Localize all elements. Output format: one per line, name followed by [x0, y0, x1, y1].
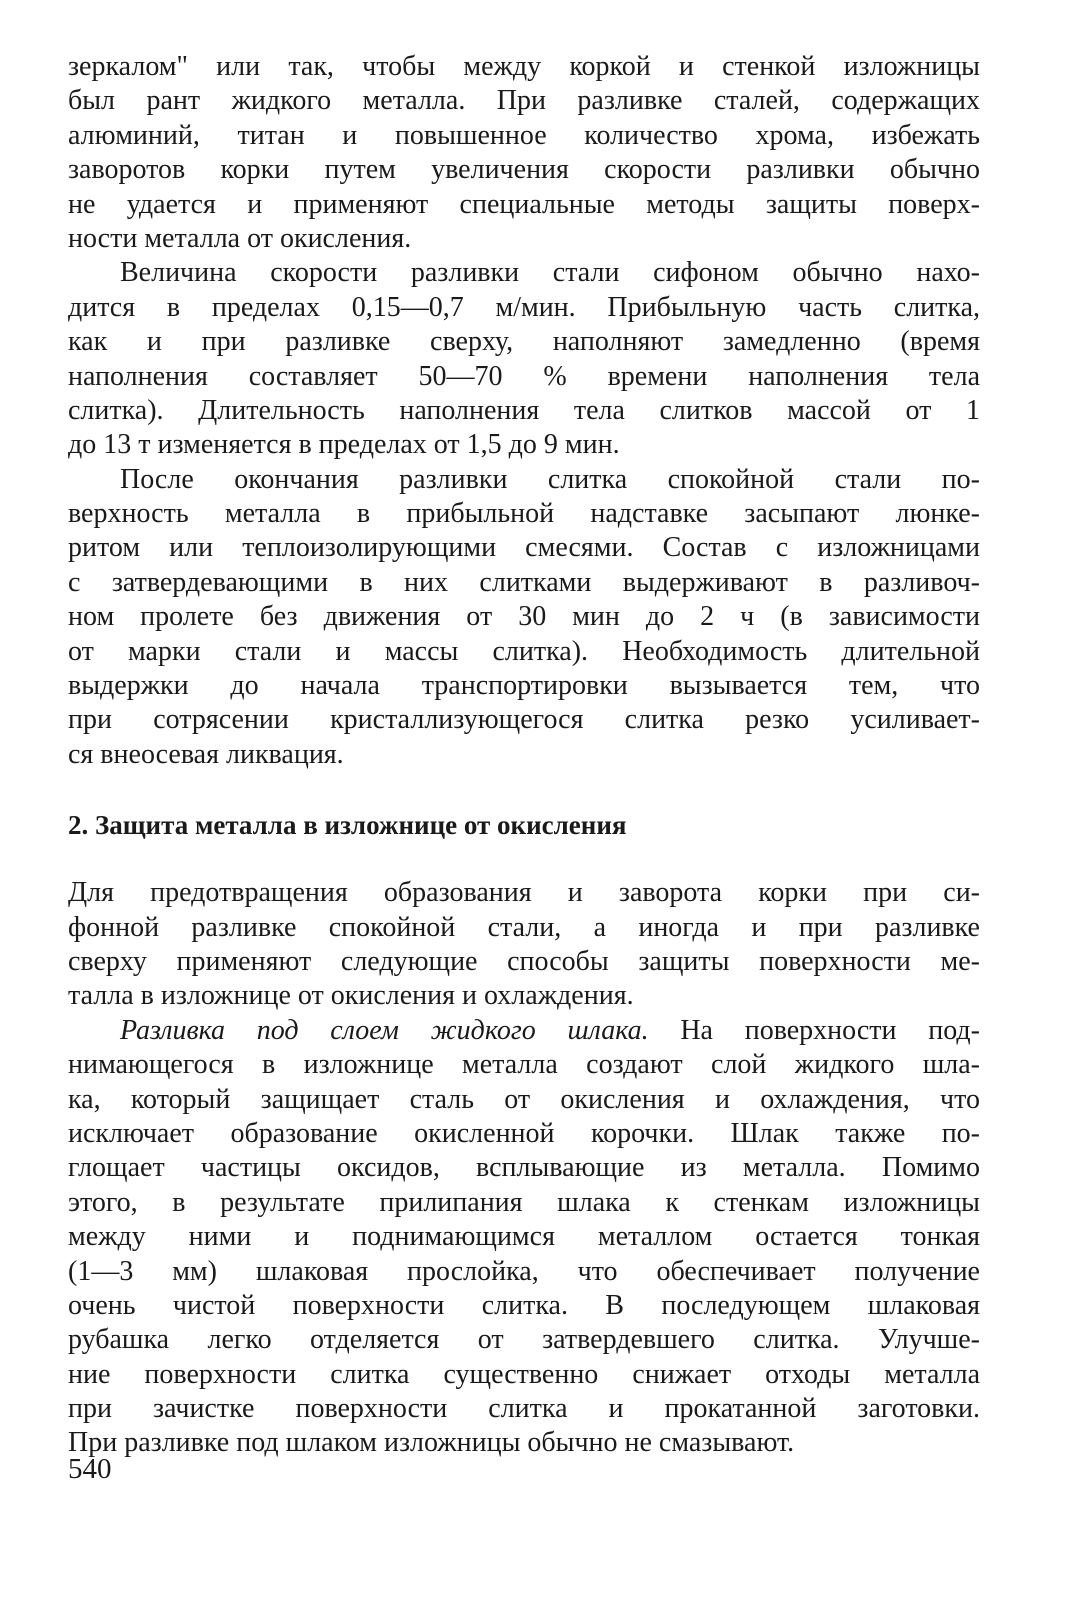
text-line: был рант жидкого металла. При разливке сталей, содержащих: [68, 85, 980, 117]
text-line: ности металла от окисления.: [68, 222, 412, 254]
text-line: при сотрясении кристаллизующегося слитка резко усиливает-: [68, 704, 980, 736]
text-line: как и при разливке сверху, наполняют замедленно (время: [68, 326, 980, 358]
paragraph-after-casting: [68, 463, 980, 773]
section-heading: 2. Защита металла в изложнице от окисления: [68, 810, 627, 841]
text-line: очень чистой поверхности слитка. В последующем шлаковая: [68, 1289, 980, 1321]
text-line: ние поверхности слитка существенно снижает отходы металла: [68, 1358, 980, 1390]
text-run: На поверхности под-: [648, 1014, 980, 1046]
text-line: слитка). Длительность наполнения тела слитков массой от 1: [68, 394, 980, 426]
text-line: исключает образование окисленной корочки. Шлак также по-: [68, 1117, 980, 1149]
text-line: После окончания разливки слитка спокойной стали по-: [120, 463, 980, 495]
text-line: глощает частицы оксидов, всплывающие из металла. Помимо: [68, 1152, 980, 1184]
text-line: (1—3 мм) шлаковая прослойка, что обеспечивает получение: [68, 1255, 980, 1287]
paragraph-slag-casting: [68, 1014, 980, 1461]
text-line: нимающегося в изложнице металла создают слой жидкого шла-: [68, 1049, 980, 1081]
text-line: выдержки до начала транспортировки вызывается тем, что: [68, 670, 980, 702]
text-line: Величина скорости разливки стали сифоном обычно нахо-: [120, 257, 980, 289]
text-line-with-runin: [68, 1014, 980, 1048]
text-line: дится в пределах 0,15—0,7 м/мин. Прибыльную часть слитка,: [68, 291, 980, 323]
text-line: между ними и поднимающимся металлом остается тонкая: [68, 1221, 980, 1253]
text-line: ся внеосевая ликвация.: [68, 738, 344, 770]
text-line: этого, в результате прилипания шлака к стенкам изложницы: [68, 1186, 980, 1218]
text-line: ритом или теплоизолирующими смесями. Состав с изложницами: [68, 532, 980, 564]
text-line: ка, который защищает сталь от окисления и охлаждения, что: [68, 1083, 980, 1115]
page-number: 540: [68, 1453, 112, 1485]
text-line: наполнения составляет 50—70 % времени наполнения тела: [68, 360, 980, 392]
runin-italic-heading: Разливка под слоем жидкого шлака.: [120, 1014, 649, 1046]
text-line: алюминий, титан и повышенное количество хрома, избежать: [68, 119, 980, 151]
text-line: рубашка легко отделяется от затвердевшего слитка. Улучше-: [68, 1324, 980, 1356]
text-line: не удается и применяют специальные методы защиты поверх-: [68, 188, 980, 220]
text-line: сверху применяют следующие способы защиты поверхности ме-: [68, 945, 980, 977]
text-line: при зачистке поверхности слитка и прокатанной заготовки.: [68, 1393, 980, 1425]
text-line: от марки стали и массы слитка). Необходимость длительной: [68, 635, 980, 667]
text-line: талла в изложнице от окисления и охлаждения.: [68, 980, 634, 1012]
text-line: Для предотвращения образования и заворота корки при си-: [68, 877, 980, 909]
paragraph-casting-speed: [68, 256, 980, 462]
text-line: фонной разливке спокойной стали, а иногда и при разливке: [68, 911, 980, 943]
page-body: [68, 50, 980, 1461]
text-line: При разливке под шлаком изложницы обычно не смазывают.: [68, 1427, 795, 1459]
paragraph-continuation: [68, 50, 980, 256]
text-line: заворотов корки путем увеличения скорости разливки обычно: [68, 154, 980, 186]
text-line: до 13 т изменяется в пределах от 1,5 до 9 мин.: [68, 429, 620, 461]
paragraph-protection-methods: [68, 876, 980, 1014]
text-line: ном пролете без движения от 30 мин до 2 ч (в зависимости: [68, 601, 980, 633]
text-line: зеркалом" или так, чтобы между коркой и стенкой изложницы: [68, 51, 980, 82]
text-line: верхность металла в прибыльной надставке засыпают люнке-: [68, 498, 980, 530]
text-line: с затвердевающими в них слитками выдерживают в разливоч-: [68, 566, 980, 598]
